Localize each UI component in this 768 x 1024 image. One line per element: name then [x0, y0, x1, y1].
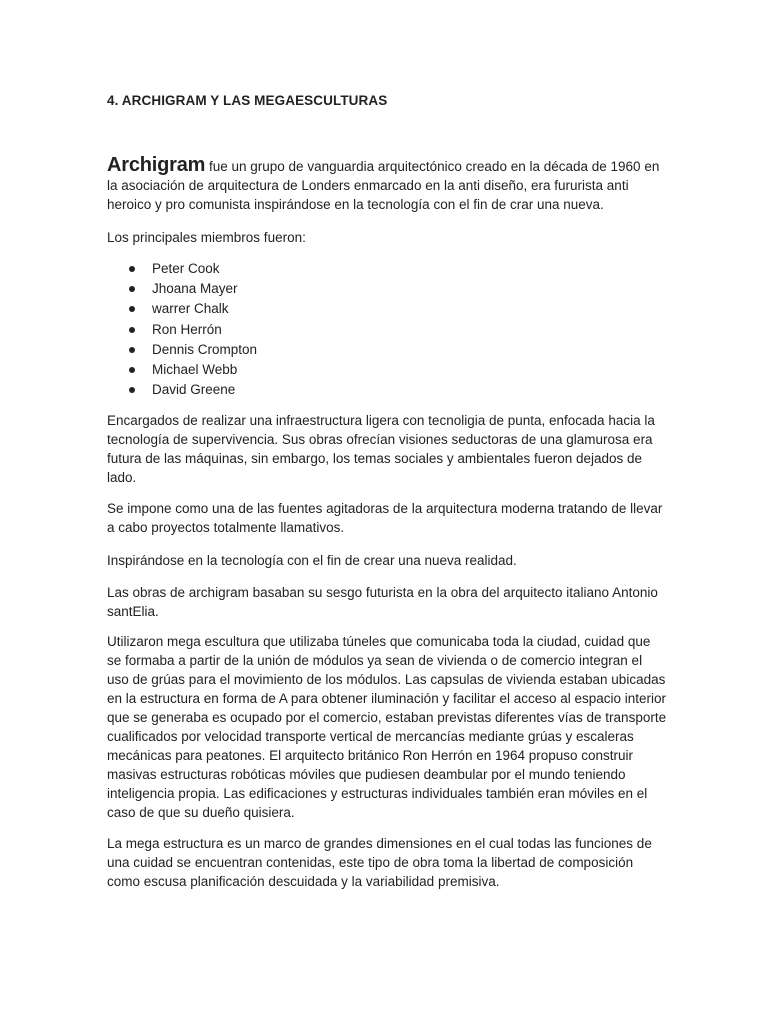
list-item — [129, 380, 257, 400]
list-item — [129, 259, 257, 279]
member-name: warrer Chalk — [152, 301, 229, 317]
list-item — [129, 360, 257, 380]
intro-bold-word: Archigram — [107, 154, 206, 176]
bullet-icon — [129, 266, 135, 272]
bullet-icon — [129, 367, 135, 373]
member-name: Ron Herrón — [152, 321, 222, 337]
member-name: Dennis Crompton — [152, 341, 258, 357]
body-paragraph: Encargados de realizar una infraestructura ligera con tecnoligia de punta, enfocada hacia la tecnología de supervivencia. Sus obras ofrecían visiones seductoras de una glamurosa era futura de las máquinas, sin embargo, los temas sociales y ambientales fueron dejados de lado. — [107, 413, 655, 485]
member-name: Michael Webb — [152, 362, 238, 378]
body-paragraph: Utilizaron mega escultura que utilizaba túneles que comunicaba toda la ciudad, cuidad que se formaba a partir de la unión de módulos ya sean de vivienda o de comercio integran el uso de grúas para el movimiento de los módulos. Las capsulas de vivienda estaban ubicadas en la estructura en forma de A para obtener iluminación y facilitar el acceso al espacio interior que se generaba es ocupado por el comercio, estaban previstas diferentes vías de transporte cualificados por velocidad transporte vertical de mercancías mediante grúas y escaleras mecánicas para peatones. El arquitecto británico Ron Herrón en 1964 propuso construir masivas estructuras robóticas móviles que pudiesen deambular por el mundo teniendo inteligencia propia. Las edificaciones y estructuras individuales también eran móviles en el caso de que su dueño quisiera. — [107, 634, 667, 820]
member-name: David Greene — [152, 382, 236, 398]
list-item — [129, 340, 257, 360]
bullet-icon — [129, 306, 135, 312]
intro-text: fue un grupo de vanguardia arquitectónico creado en la década de 1960 en la asociación de arquitectura de Londers enmarcado en la anti diseño, era fururista anti heroico y pro comunista inspirándose en la tecnología con el fin de crar una nueva. — [107, 159, 660, 212]
list-item — [129, 299, 257, 319]
section-heading: 4. ARCHIGRAM Y LAS MEGAESCULTURAS — [107, 93, 388, 108]
bullet-icon — [129, 327, 135, 333]
body-paragraph: Se impone como una de las fuentes agitadoras de la arquitectura moderna tratando de llevar a cabo proyectos totalmente llamativos. — [107, 501, 663, 535]
member-name: Jhoana Mayer — [152, 281, 238, 297]
members-intro: Los principales miembros fueron: — [107, 230, 306, 245]
intro-paragraph — [107, 156, 667, 214]
bullet-icon — [129, 347, 135, 353]
bullet-icon — [129, 286, 135, 292]
list-item — [129, 279, 257, 299]
body-paragraph: Las obras de archigram basaban su sesgo futurista en la obra del arquitecto italiano Antonio santElia. — [107, 585, 658, 619]
list-item — [129, 320, 257, 340]
body-paragraph: Inspirándose en la tecnología con el fin de crear una nueva realidad. — [107, 553, 517, 568]
body-paragraph: La mega estructura es un marco de grandes dimensiones en el cual todas las funciones de una cuidad se encuentran contenidas, este tipo de obra toma la libertad de composición como escusa planificación descuidada y la variabilidad premisiva. — [107, 836, 652, 889]
bullet-icon — [129, 387, 135, 393]
member-name: Peter Cook — [152, 261, 220, 276]
members-list — [129, 259, 257, 400]
